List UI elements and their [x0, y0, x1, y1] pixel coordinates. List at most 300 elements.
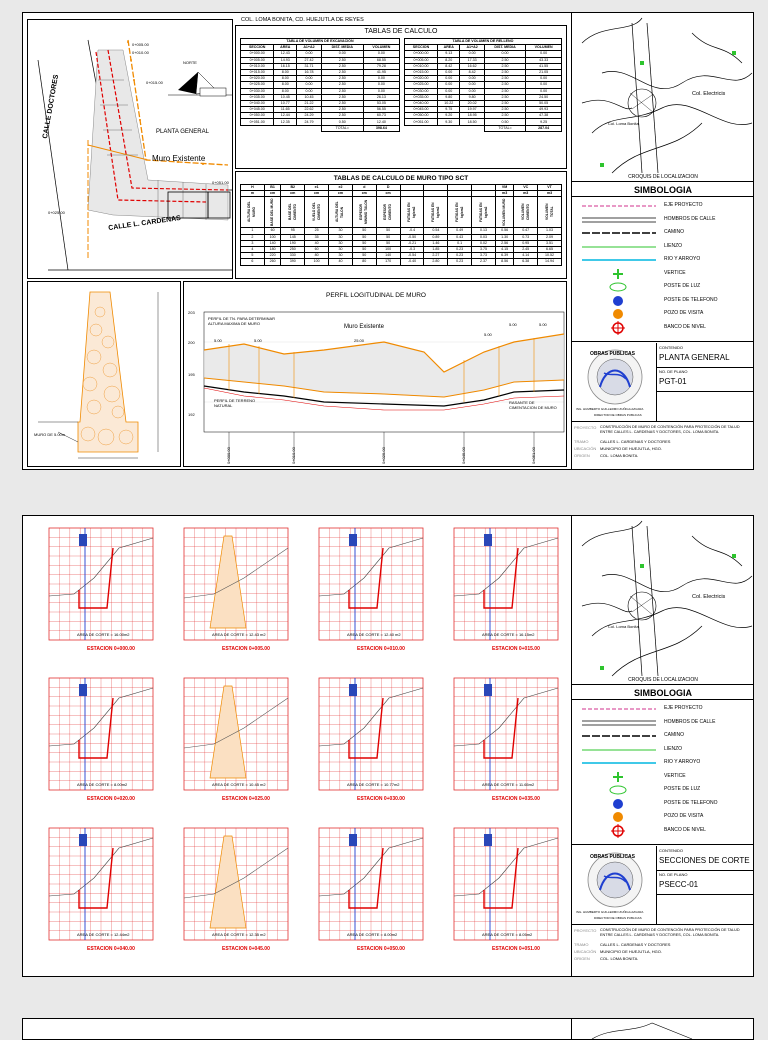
station-label: ESTACION 0+010.00: [357, 646, 405, 652]
street-label-cardenas: CALLE L. CARDENAS: [107, 214, 182, 233]
table-cell: 14.94: [538, 259, 562, 265]
cross-section-plot: [432, 670, 567, 798]
longitudinal-profile: [183, 281, 567, 467]
cut-area-label: AREA DE CORTE = 8.00m2: [77, 782, 128, 787]
table-cell: 0+005.00: [241, 57, 274, 63]
elev-label: 200: [188, 340, 195, 345]
drawing-sheet-partial: [22, 1018, 754, 1040]
plan-view: [27, 19, 233, 279]
legend-item: [578, 280, 738, 294]
cross-section-plot: [432, 820, 567, 948]
vertex-icon: [578, 267, 658, 281]
cross-section-plot: [432, 520, 567, 648]
seal-block: [572, 846, 754, 925]
legend-item-label: BANCO DE NIVEL: [664, 323, 706, 330]
table-cell: 9.75: [437, 107, 459, 113]
station-label: ESTACION 0+025.00: [222, 796, 270, 802]
origen-label: ORIGEN: [574, 453, 590, 458]
profile-tn-note: PERFIL DE TN. PARA DETERMINAR ALTURA MAXIMA DE MURO: [208, 316, 276, 326]
table-cell: 0.02: [472, 240, 496, 246]
table-cell: 79.28: [363, 63, 399, 69]
cut-area-label: AREA DE CORTE = 11.65m2: [482, 782, 535, 787]
table-cell: 35: [305, 234, 329, 240]
seal-text: OBRAS PUBLICAS: [590, 854, 636, 860]
dim-label: 5.00: [539, 322, 547, 327]
table-cell: 11.65: [274, 107, 297, 113]
location-map: [572, 13, 754, 182]
table-cell: 100: [305, 259, 329, 265]
table-cell: 2.09: [538, 234, 562, 240]
table-cell: 0.00: [526, 51, 562, 57]
station-tick-label: 0+051.00: [531, 447, 536, 464]
table-cell: 0+010.00: [405, 63, 438, 69]
cross-section-plot: [162, 820, 297, 948]
table-cell: 0.49: [448, 228, 472, 234]
table-cell: 22.62: [297, 107, 322, 113]
table-cell: 0.00: [460, 76, 484, 82]
unit-header: B1: [264, 185, 281, 191]
vertex-icon: [578, 770, 658, 784]
table-cell: 9.30: [437, 119, 459, 125]
drawing-id-block: [656, 846, 754, 924]
legend-item: [578, 321, 738, 335]
table-cell: 140: [376, 253, 400, 259]
legend-item: [578, 267, 738, 281]
table-cell: 21.05: [526, 69, 562, 75]
project-description: CONSTRUCCIÓN DE MURO DE CONTENCIÓN PARA PROTECCIÓN DE TALUD ENTRE CALLES L. CARDENAS Y DOCTORES, COL. LOMA BONITA.: [600, 425, 740, 434]
table-cell: 0.00: [460, 88, 484, 94]
volume-tables: [235, 25, 567, 169]
cross-section-plot: [162, 670, 297, 798]
map-label: Col. Electricis: [692, 91, 726, 97]
ubicacion-label: UBICACIÓN: [574, 446, 597, 451]
origen-label: ORIGEN: [574, 956, 590, 961]
table-cell: 0+040.00: [405, 100, 438, 106]
legend-item-label: LIENZO: [664, 242, 683, 249]
cross-section: [297, 520, 432, 670]
cross-section: [297, 670, 432, 820]
total-row: [405, 125, 562, 131]
table-cell: 0.00: [297, 82, 322, 88]
tramo-value: CALLES L. CARDENAS Y DOCTORES: [600, 942, 671, 947]
table-cell: 0.00: [460, 51, 484, 57]
wall-cross-section: [27, 281, 181, 467]
table-cell: 0.13: [472, 228, 496, 234]
column-header: FATIGAS EN kg/cm2: [406, 202, 416, 223]
legend-line-symbol: [578, 253, 658, 267]
table-cell: 9.80: [437, 94, 459, 100]
unit-header: cm: [376, 191, 400, 197]
legend-item: [578, 253, 738, 267]
exc-title: TABLA DE VOLUMEN DE EXCAVACIÓN: [241, 39, 400, 45]
legend-item-label: RIO Y ARROYO: [664, 759, 701, 765]
column-header: VOLUMEN CIMIENTO: [520, 204, 530, 221]
table-cell: 47.38: [526, 113, 562, 119]
table-cell: 0+005.00: [405, 57, 438, 63]
column-header: VOLUMEN MURO: [502, 198, 507, 227]
table-cell: 0.00: [297, 51, 322, 57]
table-cell: -0.4: [400, 228, 424, 234]
title-block-panel: [571, 516, 754, 976]
table-cell: -0.40: [400, 259, 424, 265]
table-cell: 40: [305, 240, 329, 246]
cut-area-label: AREA DE CORTE = 12.43 m2: [212, 632, 266, 637]
table-cell: 0+051.00: [405, 119, 438, 125]
table-cell: 19.97: [460, 107, 484, 113]
legend-item: [578, 797, 738, 811]
drawing-sheet-planta-general: [22, 12, 754, 470]
dim-label: 5.00: [254, 338, 262, 343]
title-block-panel: [571, 13, 754, 469]
table-cell: 31.71: [297, 63, 322, 69]
seal-area: [576, 347, 654, 419]
section-label: MURO DE 5.00m: [34, 432, 66, 437]
table-cell: 27.42: [297, 57, 322, 63]
legend-item-label: POSTE DE TELEFONO: [664, 296, 718, 303]
legend-line-symbol: [578, 213, 658, 227]
table-cell: 30: [329, 253, 353, 259]
table-cell: 5: [241, 253, 265, 259]
tables-title: TABLAS DE CALCULO: [364, 28, 438, 35]
benchmark-icon: [578, 824, 658, 838]
station-label: ESTACION 0+000.00: [87, 646, 135, 652]
table-cell: 12.44: [274, 113, 297, 119]
table-cell: 50: [352, 240, 376, 246]
table-cell: 50: [352, 246, 376, 252]
table-cell: 190: [281, 240, 305, 246]
table-cell: 4: [241, 246, 265, 252]
table-cell: 0.00: [297, 88, 322, 94]
table-cell: 41.55: [526, 63, 562, 69]
column-header: VOLUMEN: [526, 45, 562, 51]
plano-label: NO. DE PLANO: [659, 369, 688, 374]
sct-wall-table-box: [235, 171, 567, 279]
column-header: AREA: [274, 45, 297, 51]
legend-item-label: POZO DE VISITA: [664, 813, 704, 819]
legend-item-label: EJE PROYECTO: [664, 202, 703, 208]
table-cell: 140: [264, 240, 281, 246]
table-cell: 0.00: [526, 82, 562, 88]
legend-title: SIMBOLOGIA: [572, 688, 754, 700]
cross-section: [297, 820, 432, 970]
table-cell: 0+035.00: [405, 94, 438, 100]
muro-existente-label: Muro Existente: [152, 154, 206, 163]
station-tick-label: 0+025.00: [381, 447, 386, 464]
legend-box: [572, 686, 754, 845]
column-header: DIST. MEDIA: [484, 45, 526, 51]
table-cell: 0.50: [484, 119, 526, 125]
table-cell: 1.85: [424, 246, 448, 252]
unit-header: e1: [305, 185, 329, 191]
table-cell: 2.50: [321, 63, 363, 69]
cross-section: [432, 670, 567, 820]
table-cell: 8.20: [437, 57, 459, 63]
table-cell: 49.93: [526, 107, 562, 113]
table-cell: 0+000.00: [241, 51, 274, 57]
column-header: SECCION: [241, 45, 274, 51]
table-cell: 40: [329, 259, 353, 265]
table-cell: 1.46: [424, 240, 448, 246]
table-cell: 0+035.00: [241, 94, 274, 100]
unit-header: VC: [514, 185, 538, 191]
unit-header: cm: [264, 191, 281, 197]
tramo-label: TRAMO: [574, 942, 589, 947]
unit-header: m3: [495, 191, 513, 197]
column-header: VUELO DEL CIMIENTO: [311, 202, 321, 222]
table-cell: 10.22: [437, 100, 459, 106]
table-cell: 9.13: [437, 51, 459, 57]
table-cell: 2.50: [321, 57, 363, 63]
table-cell: 43.33: [526, 57, 562, 63]
signer-role: DIRECTOR DE OBRAS PUBLICAS: [594, 916, 642, 920]
column-header: ALTURA DEL MURO: [247, 202, 257, 223]
table-cell: 260: [264, 259, 281, 265]
table-cell: 2.50: [321, 69, 363, 75]
cross-section-plot: [27, 820, 162, 948]
table-cell: 4.15: [495, 246, 513, 252]
cut-area-label: AREA DE CORTE = 12.44m2: [77, 932, 130, 937]
legend-item: [578, 213, 738, 227]
legend-item-label: LIENZO: [664, 745, 683, 752]
legend-item: [578, 716, 738, 730]
dim-label: 5.00: [484, 332, 492, 337]
excavation-table: [240, 38, 400, 132]
table-cell: 9.20: [437, 113, 459, 119]
station-label: ESTACION 0+035.00: [492, 796, 540, 802]
table-cell: 0+025.00: [241, 82, 274, 88]
table-cell: 0.00: [297, 76, 322, 82]
column-header: DIST. MEDIA: [321, 45, 363, 51]
croquis-caption: CROQUIS DE LOCALIZACION: [628, 174, 698, 180]
table-cell: 145: [281, 234, 305, 240]
table-cell: 50.05: [526, 100, 562, 106]
unit-header: m3: [514, 191, 538, 197]
contenido-label: CONTENIDO: [659, 848, 683, 853]
station-label: ESTACION 0+005.00: [222, 646, 270, 652]
legend-item-label: CAMINO: [664, 732, 684, 738]
table-cell: 0+025.00: [405, 82, 438, 88]
legend-line-symbol: [578, 702, 658, 716]
cut-area-label: AREA DE CORTE = 16.00m2: [77, 632, 130, 637]
table-cell: 10.77: [274, 100, 297, 106]
table-cell: 250: [281, 246, 305, 252]
column-header: FATIGAS EN kg/cm2: [430, 202, 440, 223]
seal-text: OBRAS PUBLICAS: [590, 351, 636, 357]
table-cell: 3.75: [472, 246, 496, 252]
table-cell: 3: [241, 240, 265, 246]
table-cell: 0.00: [321, 51, 363, 57]
table-cell: 2.50: [484, 69, 526, 75]
table-cell: 2.50: [484, 63, 526, 69]
table-cell: 2.80: [424, 259, 448, 265]
table-cell: 0.00: [437, 76, 459, 82]
table-cell: 1.03: [538, 228, 562, 234]
table-cell: 0.00: [484, 51, 526, 57]
total-row: [241, 125, 400, 131]
legend-item: [578, 783, 738, 797]
cut-area-label: AREA DE CORTE = 12.35 m2: [212, 932, 266, 937]
table-cell: 3.73: [472, 253, 496, 259]
cross-section: [27, 520, 162, 670]
table-cell: 21.22: [297, 100, 322, 106]
table-cell: 53.05: [363, 100, 399, 106]
map-label: Col. Electricis: [692, 594, 726, 600]
station-label: ESTACION 0+050.00: [357, 946, 405, 952]
column-header: BASE DEL CIMIENTO: [287, 204, 297, 221]
table-cell: 80: [352, 259, 376, 265]
table-cell: 50: [376, 234, 400, 240]
signer-role: DIRECTOR DE OBRAS PUBLICAS: [594, 413, 642, 417]
table-cell: 0+051.00: [241, 119, 274, 125]
table-cell: 0+050.00: [241, 113, 274, 119]
table-cell: 10.45: [274, 94, 297, 100]
table-cell: 2.50: [321, 113, 363, 119]
table-cell: 0.23: [448, 259, 472, 265]
table-cell: 0.1: [448, 240, 472, 246]
table-cell: 0.23: [448, 253, 472, 259]
total-value: 398.64: [363, 125, 399, 131]
table-row: [241, 259, 562, 265]
table-cell: 6: [241, 259, 265, 265]
table-cell: 8.00: [274, 69, 297, 75]
legend-item-label: VERTICE: [664, 772, 686, 779]
unit-header: m: [241, 191, 265, 197]
legend-item: [578, 810, 738, 824]
station-tick-label: 0+000.00: [226, 447, 231, 464]
table-cell: 60: [305, 246, 329, 252]
table-cell: 16.62: [460, 63, 484, 69]
table-cell: 14.93: [274, 57, 297, 63]
table-cell: 0.43: [448, 234, 472, 240]
elev-label: 195: [188, 372, 195, 377]
cross-sections-grid: [27, 520, 567, 972]
table-cell: 2.50: [484, 82, 526, 88]
table-cell: 2.50: [484, 76, 526, 82]
table-cell: 0.00: [363, 82, 399, 88]
drawing-sheet-secciones: [22, 515, 754, 977]
table-cell: 2.50: [321, 88, 363, 94]
cut-area-label: AREA DE CORTE = 12.40 m2: [347, 632, 401, 637]
table-cell: 2.50: [321, 76, 363, 82]
drawing-content-title: SECCIONES DE CORTE: [659, 856, 750, 865]
table-cell: 6.38: [514, 259, 538, 265]
table-cell: -0.21: [400, 240, 424, 246]
table-cell: 6.65: [538, 246, 562, 252]
legend-line-symbol: [578, 756, 658, 770]
manhole-icon: [578, 307, 658, 321]
total-label: TOTAL=: [321, 125, 363, 131]
unit-header: VT: [538, 185, 562, 191]
unit-header: m3: [538, 191, 562, 197]
table-cell: 50: [352, 228, 376, 234]
north-arrow-icon: [168, 72, 233, 96]
location-header: COL. LOMA BONITA, CD. HUEJUTLA DE REYES: [241, 17, 364, 23]
table-cell: 16.15: [274, 63, 297, 69]
table-cell: 0.47: [514, 228, 538, 234]
table-cell: 0+000.00: [405, 51, 438, 57]
table-cell: 80: [305, 253, 329, 259]
table-cell: 8.42: [437, 63, 459, 69]
table-cell: 30: [329, 246, 353, 252]
table-cell: 50: [352, 253, 376, 259]
proyecto-label: PROYECTO: [574, 425, 597, 430]
table-cell: 1.30: [495, 234, 513, 240]
table-cell: 2.50: [484, 88, 526, 94]
legend-item: [578, 307, 738, 321]
cross-section: [432, 820, 567, 970]
legend-item: [578, 756, 738, 770]
table-cell: 0+040.00: [241, 100, 274, 106]
cut-area-label: AREA DE CORTE = 8.05m2: [482, 932, 533, 937]
table-cell: 9.25: [526, 119, 562, 125]
table-cell: 2.50: [484, 107, 526, 113]
table-cell: 0+050.00: [405, 113, 438, 119]
table-cell: 0+020.00: [241, 76, 274, 82]
legend-line-symbol: [578, 240, 658, 254]
legend-item-label: BANCO DE NIVEL: [664, 826, 706, 833]
column-header: VOLUMEN TOTAL: [544, 204, 554, 221]
profile-drawing: [184, 282, 568, 468]
cross-section-plot: [297, 520, 432, 648]
legend-line-symbol: [578, 743, 658, 757]
cross-section: [162, 820, 297, 970]
profile-title: PERFIL LOGITUDINAL DE MURO: [326, 292, 426, 299]
table-cell: 3.51: [538, 240, 562, 246]
table-cell: 100: [264, 234, 281, 240]
wall-section-drawing: [28, 282, 182, 468]
table-cell: 8.00: [274, 82, 297, 88]
legend-line-symbol: [578, 226, 658, 240]
legend-line-symbol: [578, 716, 658, 730]
column-header: VOLUMEN: [363, 45, 399, 51]
table-cell: 330: [281, 253, 305, 259]
unit-header: H: [241, 185, 265, 191]
croquis-map: [572, 516, 754, 684]
table-cell: 8.42: [460, 69, 484, 75]
table-cell: 10.52: [538, 253, 562, 259]
table-cell: 10.45: [297, 94, 322, 100]
plan-drawing: [28, 20, 234, 280]
table-cell: 0.95: [514, 240, 538, 246]
table-cell: 0.00: [526, 88, 562, 94]
table-cell: 0+045.00: [405, 107, 438, 113]
table-cell: 0.03: [472, 234, 496, 240]
fill-title: TABLA DE VOLUMEN DE RELLENO: [405, 39, 562, 45]
tramo-label: TRAMO: [574, 439, 589, 444]
tramo-value: CALLES L. CARDENAS Y DOCTORES: [600, 439, 671, 444]
legend-line-symbol: [578, 199, 658, 213]
drawing-number: PSECC-01: [659, 880, 699, 889]
legend-item-label: EJE PROYECTO: [664, 705, 703, 711]
table-cell: 60: [264, 228, 281, 234]
table-cell: 60.73: [363, 113, 399, 119]
elev-label: 203: [188, 310, 195, 315]
station-label: ESTACION 0+051.00: [492, 946, 540, 952]
column-header: A1+A2: [460, 45, 484, 51]
cross-section-plot: [162, 520, 297, 648]
column-header: AREA: [437, 45, 459, 51]
table-cell: 12.35: [274, 119, 297, 125]
table-cell: 2: [241, 234, 265, 240]
legend-line-symbol: [578, 729, 658, 743]
cut-area-label: AREA DE CORTE = 16.15m2: [482, 632, 535, 637]
unit-header: d: [352, 185, 376, 191]
ubicacion-value: MUNICIPIO DE HUEJUTLA, HGO.: [600, 949, 663, 954]
table-cell: 12.43: [274, 51, 297, 57]
table-cell: 0.00: [460, 82, 484, 88]
table-cell: 2.50: [484, 94, 526, 100]
table-cell: 390: [281, 259, 305, 265]
